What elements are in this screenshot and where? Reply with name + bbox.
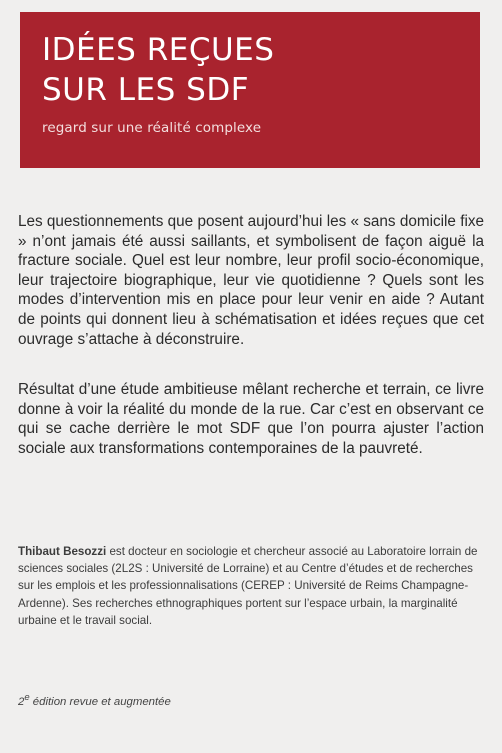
edition-note bbox=[18, 692, 171, 708]
title-line-2: SUR LES SDF bbox=[42, 72, 250, 108]
author-bio bbox=[18, 543, 488, 629]
title-banner bbox=[20, 12, 480, 168]
summary-paragraph-2: Résultat d’une étude ambitieuse mêlant recherche et terrain, ce livre donne à voir la réalité du monde de la rue. Car c’est en observant ce qui se cache derrière le mot SDF que l’on pourra ajuster l’action sociale aux transformations contemporaines de la pauvreté. bbox=[18, 381, 484, 457]
author-name: Thibaut Besozzi bbox=[18, 545, 107, 558]
edition-text: édition revue et augmentée bbox=[29, 695, 171, 708]
subtitle: regard sur une réalité complexe bbox=[42, 120, 262, 136]
author-bio-text: est docteur en sociologie et chercheur associé au Laboratoire lorrain de sciences sociales (2L2S : Université de Lorraine) et au Centre d’études et de recherches sur les emplois et les professionnalisations (CEREP : Université de Reims Champagne-Ardenne). Ses recherches ethnographiques portent sur l’espace urbain, la marginalité urbaine et le travail social. bbox=[18, 545, 478, 627]
edition-superscript: e bbox=[24, 692, 30, 703]
summary-paragraph-1: Les questionnements que posent aujourd’hui les « sans domicile fixe » n’ont jamais été aussi saillants, et symbolisent de façon aiguë la fracture sociale. Quel est leur nombre, leur profil socio-économique, leur trajectoire biographique, leur vie quotidienne ? Quels sont les modes d’intervention mis en place pour leur venir en aide ? Autant de points qui donnent lieu à schématisation et idées reçues que cet ouvrage s’attache à déconstruire. bbox=[18, 213, 484, 348]
title-line-1: IDÉES REÇUES bbox=[42, 32, 275, 68]
edition-number: 2 bbox=[18, 695, 25, 708]
